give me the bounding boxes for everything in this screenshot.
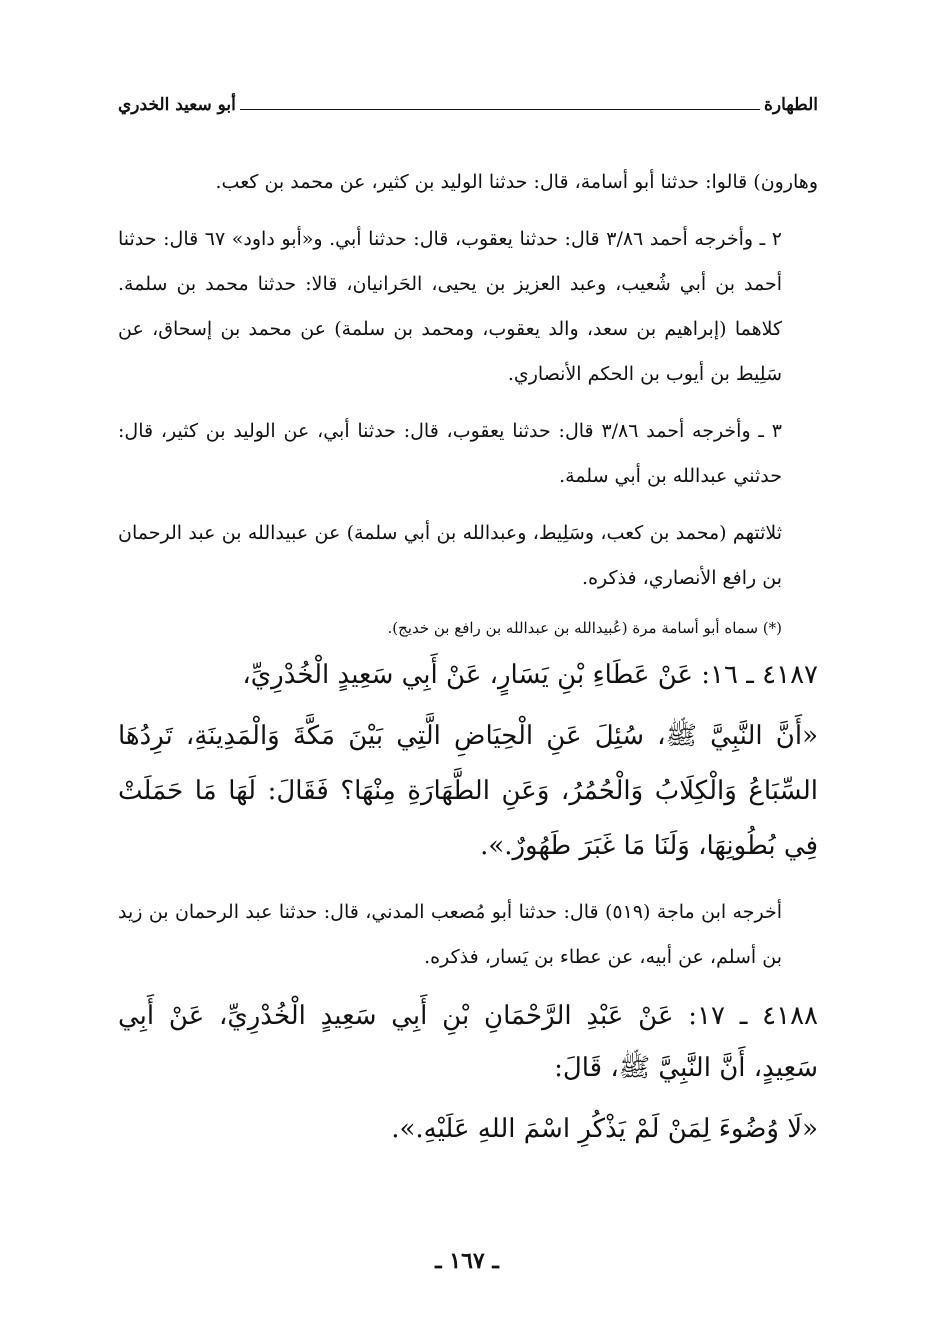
hadith-4187-matn: «أَنَّ النَّبِيَّ ﷺ، سُئِلَ عَنِ الْحِيَاضِ الَّتِي بَيْنَ مَكَّةَ وَالْمَدِينَةِ، تَرِدُهَا السِّبَاعُ وَالْكِلَابُ وَالْحُمُرُ، وَعَنِ الطَّهَارَةِ مِنْهَا؟ فَقَالَ: لَهَا مَا حَمَلَتْ فِي بُطُونِهَا، وَلَنَا مَا غَبَرَ طَهُورٌ.». [118, 721, 818, 861]
paragraph-takhrij-ibn-majah: أخرجه ابن ماجة (٥١٩) قال: حدثنا أبو مُصعب المدني، قال: حدثنا عبد الرحمان بن زيد بن أسلم، عن أبيه، عن عطاء بن يَسار، فذكره. [118, 901, 782, 968]
header-section: الطهارة [764, 95, 818, 115]
footnote: (*) سماه أبو أسامة مرة (عُبيدالله بن عبدالله بن رافع بن خديج). [387, 619, 782, 637]
running-header [118, 86, 818, 116]
hadith-4188-isnad: ٤١٨٨ ـ ١٧: عَنْ عَبْدِ الرَّحْمَانِ بْنِ أَبِي سَعِيدٍ الْخُدْرِيِّ، عَنْ أَبِي سَعِيدٍ، أَنَّ النَّبِيَّ ﷺ، قَالَ: [118, 1001, 818, 1083]
paragraph-continuation: وهارون) قالوا: حدثنا أبو أسامة، قال: حدثنا الوليد بن كثير، عن محمد بن كعب. [215, 171, 818, 193]
paragraph-summary: ثلاثتهم (محمد بن كعب، وسَلِيط، وعبدالله بن أبي سلمة) عن عبيدالله بن عبد الرحمان بن رافع الأنصاري، فذكره. [118, 522, 782, 589]
paragraph-takhrij-2: ٢ ـ وأخرجه أحمد ٣/٨٦ قال: حدثنا يعقوب، قال: حدثنا أبي. و«أبو داود» ٦٧ قال: حدثنا أحمد بن أبي شُعيب، وعبد العزيز بن يحيى، الحَرانيان، قالا: حدثنا محمد بن سلمة. كلاهما (إبراهيم بن سعد، والد يعقوب، ومحمد بن سلمة) عن محمد بن إسحاق، عن سَلِيط بن أيوب بن الحكم الأنصاري. [118, 228, 782, 385]
header-rule [240, 109, 760, 110]
page-body [118, 160, 818, 1173]
page-number: ـ ١٦٧ ـ [435, 1248, 499, 1274]
paragraph-takhrij-3: ٣ ـ وأخرجه أحمد ٣/٨٦ قال: حدثنا يعقوب، قال: حدثنا أبي، عن الوليد بن كثير، قال: حدثني عبدالله بن أبي سلمة. [118, 420, 782, 487]
hadith-4188-matn: «لَا وُضُوءَ لِمَنْ لَمْ يَذْكُرِ اسْمَ اللهِ عَلَيْهِ.». [391, 1114, 818, 1144]
header-title: أبو سعيد الخدري [118, 95, 236, 115]
hadith-4187-isnad: ٤١٨٧ ـ ١٦: عَنْ عَطَاءِ بْنِ يَسَارٍ، عَنْ أَبِي سَعِيدٍ الْخُدْرِيِّ، [242, 660, 818, 690]
